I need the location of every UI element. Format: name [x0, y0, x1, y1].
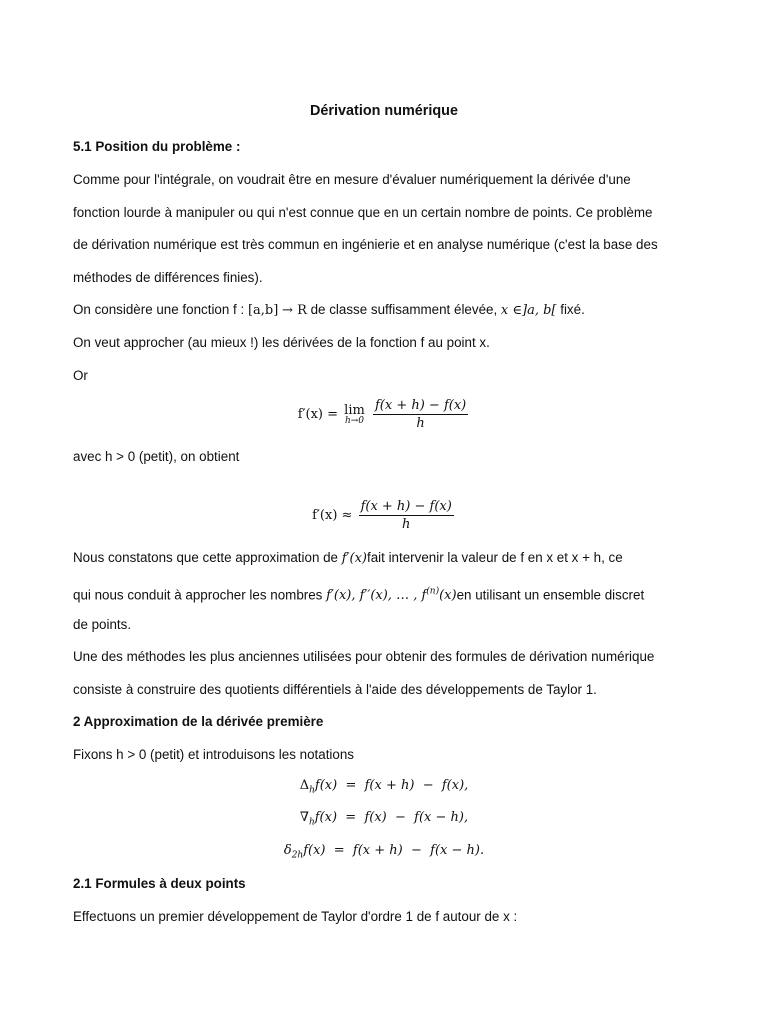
fraction [359, 499, 454, 532]
delta-small-symbol: δ [283, 843, 292, 858]
paragraph-line [73, 583, 644, 605]
text-run: qui nous conduit à approcher les nombres [73, 587, 323, 603]
paragraph-line: consiste à construire des quotients différentiels à l'aide des développements de Taylor 1. [73, 682, 597, 697]
paragraph-line: fonction lourde à manipuler ou qui n'est connue que en un certain nombre de points. Ce problème [73, 205, 653, 220]
text-run: fait intervenir la valeur de f en x et x + h, ce [367, 550, 623, 565]
arrow-math: → R [282, 303, 307, 318]
paragraph-line: de points. [73, 617, 132, 632]
text-run: en utilisant un ensemble discret [456, 587, 645, 603]
text-run: fixé. [560, 302, 585, 317]
x-in-interval-math: x ∈]a, b[ [500, 303, 557, 318]
paragraph-line: avec h > 0 (petit), on obtient [73, 449, 240, 464]
equation-lhs: f′(x) ≈ [312, 508, 353, 523]
fraction-numerator: f(x + h) − f(x) [374, 398, 467, 413]
limit-operator [344, 403, 365, 426]
equation-backward-difference [0, 810, 768, 828]
section-heading-5-1: 5.1 Position du problème : [73, 139, 241, 154]
equation-derivative-approx [0, 499, 768, 532]
text-run: Nous constatons que cette approximation de [73, 550, 339, 565]
limit-subscript: h→0 [344, 416, 365, 426]
text-run: On considère une fonction f : [73, 302, 245, 317]
paragraph-line: Comme pour l'intégrale, on voudrait être en mesure d'évaluer numériquement la dérivée d'une [73, 172, 631, 187]
inline-math [326, 588, 456, 603]
page-title: Dérivation numérique [310, 103, 458, 119]
math-run: (x) [439, 588, 457, 604]
paragraph-line [73, 549, 623, 568]
superscript: (n) [426, 587, 440, 597]
nabla-symbol: ∇ [299, 810, 309, 825]
paragraph-line: Or [73, 368, 88, 383]
equation-derivative-limit [0, 398, 768, 431]
equation-rest: f(x) = f(x + h) − f(x), [314, 778, 469, 793]
equation-rest: f(x) = f(x) − f(x − h), [314, 810, 469, 825]
interval-math: [a,b] [247, 303, 279, 318]
function-definition-line [73, 301, 585, 320]
equation-rest: f(x) = f(x + h) − f(x − h). [303, 843, 485, 858]
fraction-denominator: h [402, 517, 411, 532]
math-run: f′(x), f′′(x), … , f [326, 588, 427, 604]
section-heading-2: 2 Approximation de la dérivée première [73, 714, 324, 729]
paragraph-line: On veut approcher (au mieux !) les dérivées de la fonction f au point x. [73, 335, 490, 350]
paragraph-line: Fixons h > 0 (petit) et introduisons les notations [73, 747, 354, 762]
equation-central-difference [0, 843, 768, 861]
delta-symbol: Δ [299, 778, 310, 793]
subscript: h [309, 785, 315, 796]
fraction-numerator: f(x + h) − f(x) [360, 499, 452, 514]
paragraph-line: méthodes de différences finies). [73, 270, 263, 285]
equation-lhs: f′(x) = [297, 407, 339, 422]
paragraph-line: Effectuons un premier développement de Taylor d'ordre 1 de f autour de x : [73, 909, 518, 924]
fraction [373, 398, 468, 431]
paragraph-line: de dérivation numérique est très commun en ingénierie et en analyse numérique (c'est la base des [73, 237, 658, 252]
text-run: de classe suffisamment élevée, [310, 302, 498, 317]
fraction-denominator: h [416, 416, 425, 431]
subscript: h [308, 817, 315, 828]
limit-label: lim [344, 403, 365, 418]
paragraph-line: Une des méthodes les plus anciennes utilisées pour obtenir des formules de dérivation numérique [73, 649, 655, 664]
equation-forward-difference [0, 778, 768, 796]
subscript: 2h [291, 850, 304, 861]
section-heading-2-1: 2.1 Formules à deux points [73, 876, 246, 891]
inline-math: f′(x) [341, 551, 367, 566]
